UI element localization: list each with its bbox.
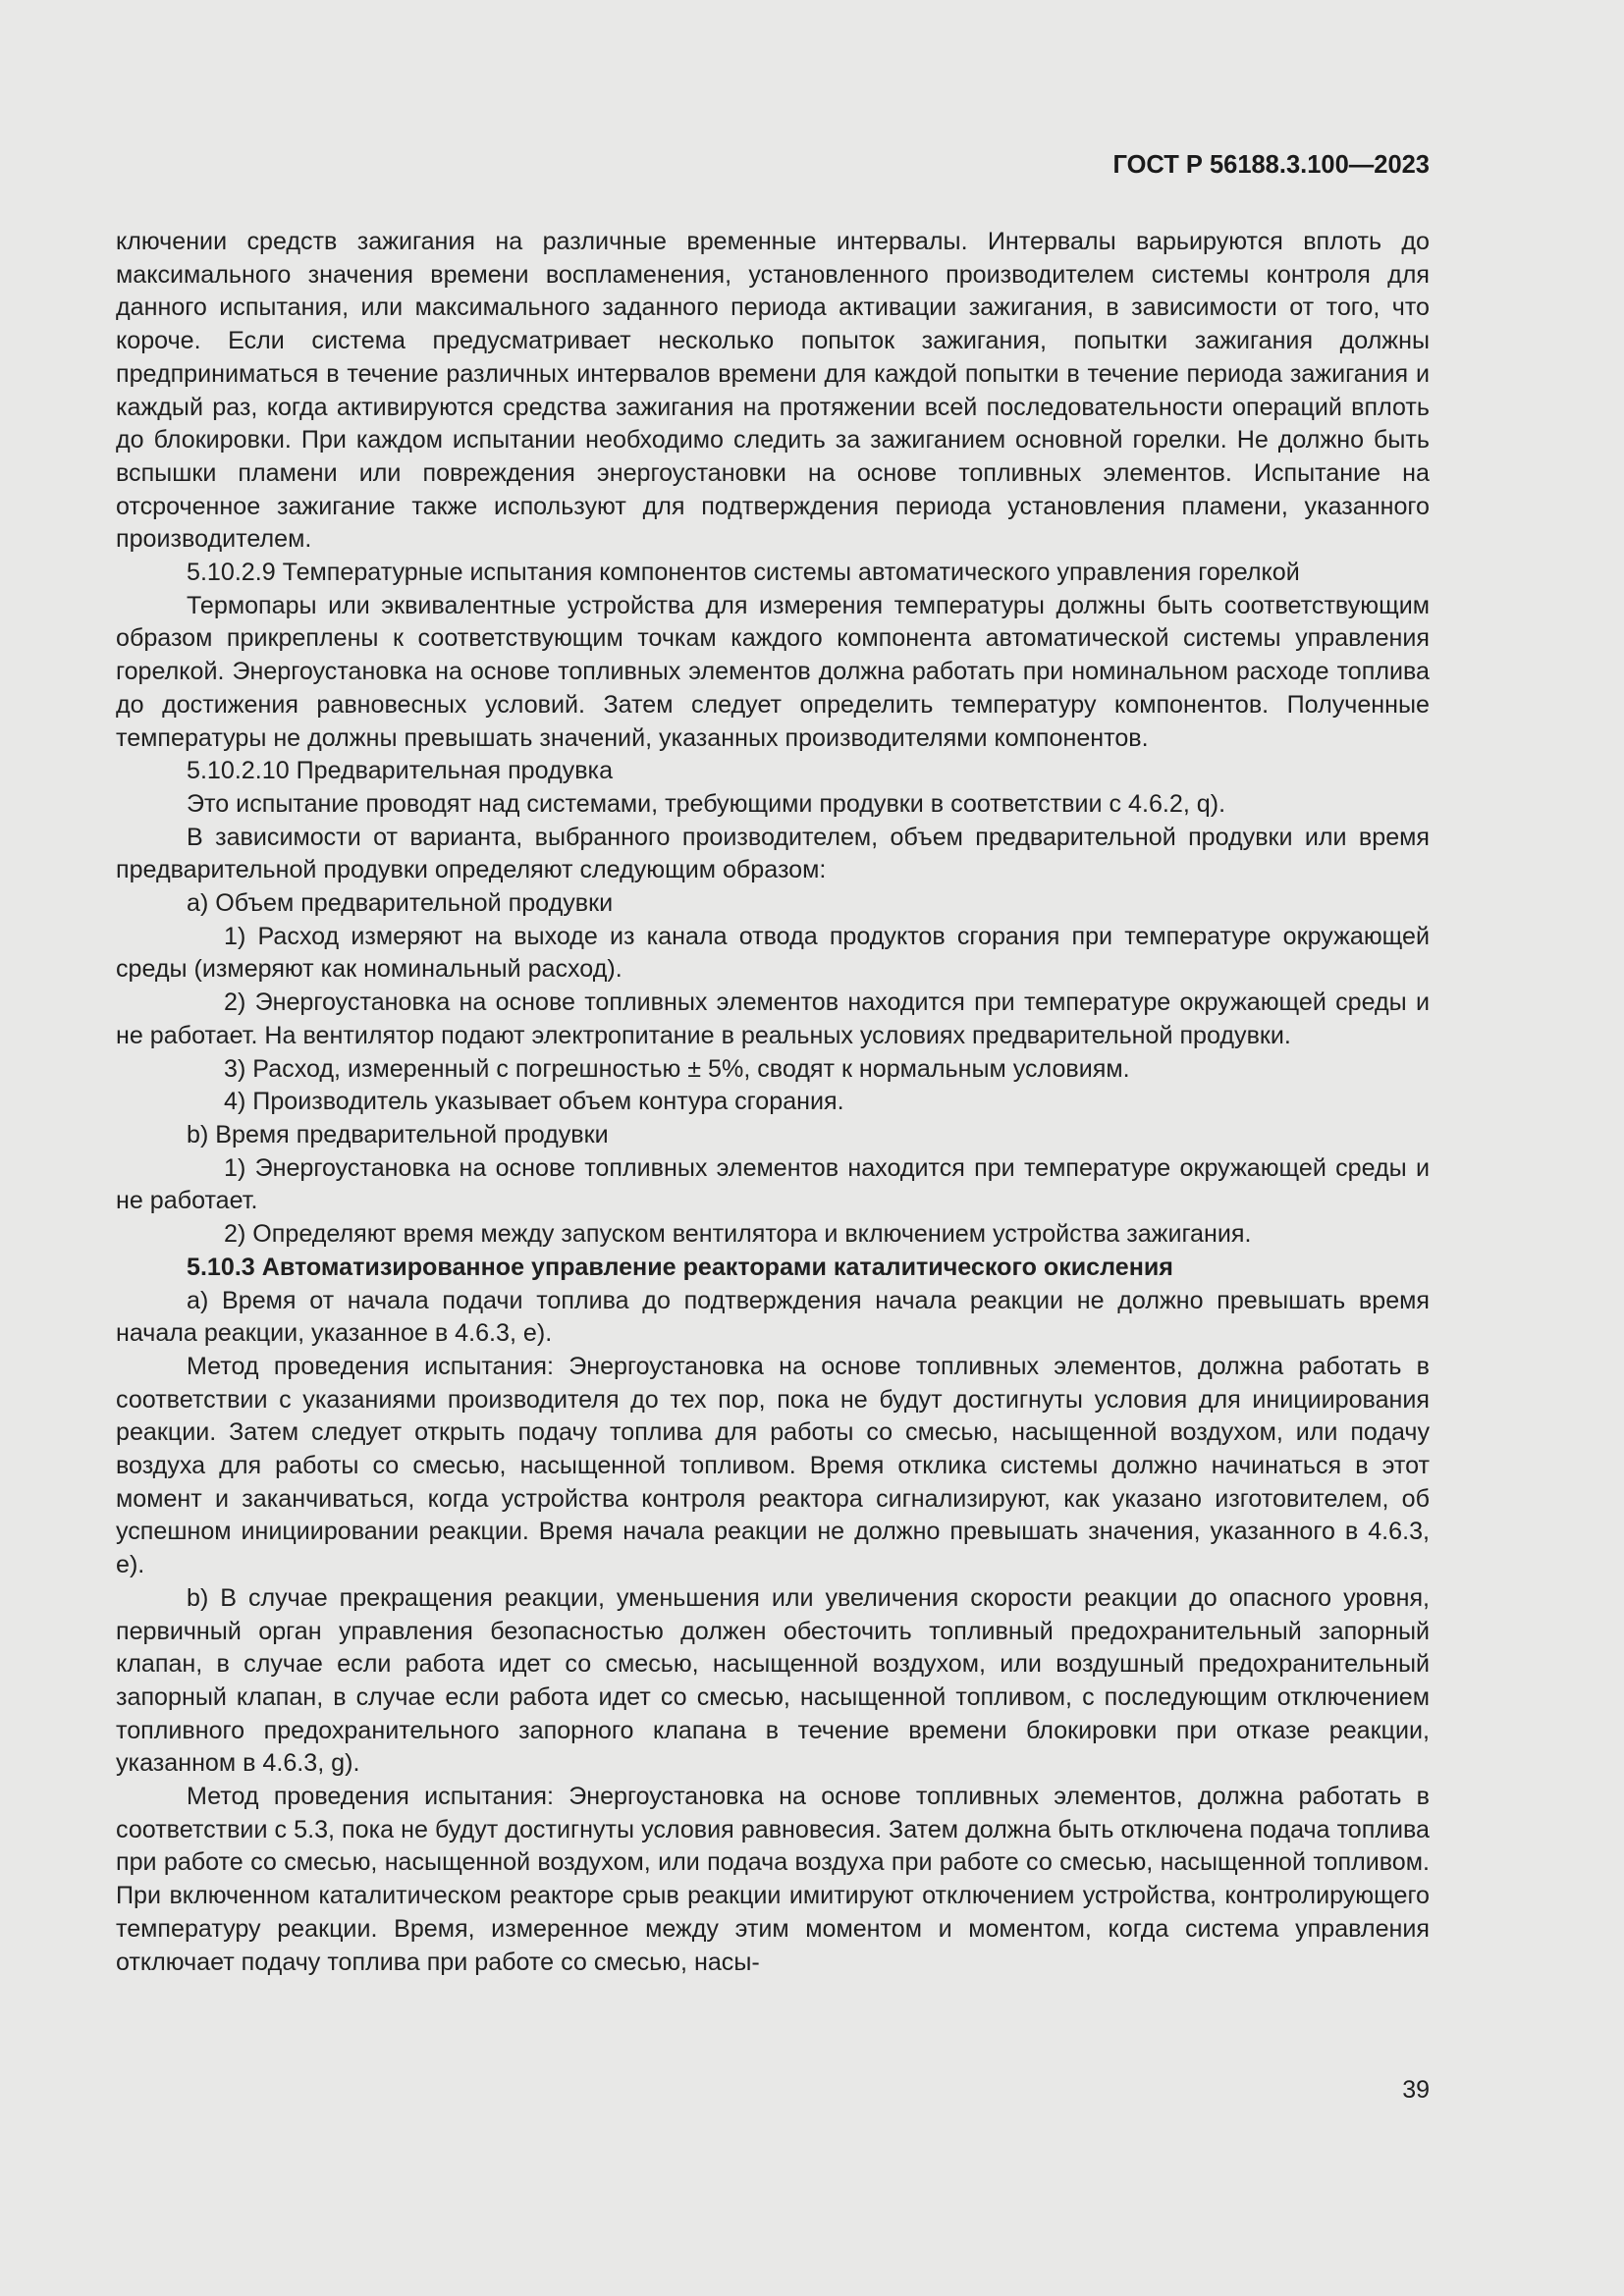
page-number: 39	[1402, 2076, 1430, 2104]
list-item: b) Время предварительной продувки	[187, 1120, 609, 1148]
list-item: 1) Расход измеряют на выходе из канала отвода продуктов сгорания при температуре окружающей среды (измеряют как номинальный расход).	[116, 922, 1430, 984]
section-heading-bold: 5.10.3 Автоматизированное управление реакторами каталитического окисления	[187, 1253, 1173, 1281]
list-item: 1) Энергоустановка на основе топливных элементов находится при температуре окружающей среды и не работает.	[116, 1153, 1430, 1215]
paragraph: В зависимости от варианта, выбранного производителем, объем предварительной продувки или время предварительной продувки определяют следующим образом:	[116, 823, 1430, 884]
list-item: 4) Производитель указывает объем контура сгорания.	[224, 1088, 844, 1116]
paragraph: b) В случае прекращения реакции, уменьшения или увеличения скорости реакции до опасного уровня, первичный орган управления безопасностью должен обесточить топливный предохранительный запорный клапан, в случае если работа идет со смесью, насыщенной воздухом, или воздушный предохранительный запорный клапан, в случае если работа идет со смесью, насыщенной топливом, с последующим отключением топливного предохранительного запорного клапана в течение времени блокировки при отказе реакции, указанном в 4.6.3, g).	[116, 1583, 1430, 1778]
section-heading: 5.10.2.10 Предварительная продувка	[187, 757, 614, 785]
paragraph: ключении средств зажигания на различные временные интервалы. Интервалы варьируются вплоть до максимального значения времени воспламенения, установленного производителем системы контроля для данного испытания, или максимального заданного периода активации зажигания, в зависимости от того, что короче. Если система предусматривает несколько попыток зажигания, попытки зажигания должны предприниматься в течение различных интервалов времени для каждой попытки в течение периода зажигания и каждый раз, когда активируются средства зажигания на протяжении всей последовательности операций вплоть до блокировки. При каждом испытании необходимо следить за зажиганием основной горелки. Не должно быть вспышки пламени или повреждения энергоустановки на основе топливных элементов. Испытание на отсроченное зажигание также используют для подтверждения периода установления пламени, указанного производителем.	[116, 228, 1430, 554]
document-header: ГОСТ Р 56188.3.100—2023	[1112, 151, 1430, 179]
paragraph: Метод проведения испытания: Энергоустановка на основе топливных элементов, должна работать в соответствии с 5.3, пока не будут достигнуты условия равновесия. Затем должна быть отключена подача топлива при работе со смесью, насыщенной воздухом, или подача воздуха при работе со смесью, насыщенной топливом. При включенном каталитическом реакторе срыв реакции имитируют отключением устройства, контролирующего температуру реакции. Время, измеренное между этим моментом и моментом, когда система управления отключает подачу топлива при работе со смесью, насы-	[116, 1783, 1430, 1976]
document-body	[116, 226, 1430, 1979]
list-item: 2) Энергоустановка на основе топливных элементов находится при температуре окружающей среды и не работает. На вентилятор подают электропитание в реальных условиях предварительной продувки.	[116, 988, 1430, 1049]
list-item: 2) Определяют время между запуском вентилятора и включением устройства зажигания.	[224, 1220, 1252, 1249]
paragraph: Термопары или эквивалентные устройства для измерения температуры должны быть соответствующим образом прикреплены к соответствующим точкам каждого компонента автоматической системы управления горелкой. Энергоустановка на основе топливных элементов должна работать при номинальном расходе топлива до достижения равновесных условий. Затем следует определить температуру компонентов. Полученные температуры не должны превышать значений, указанных производителями компонентов.	[116, 591, 1430, 752]
section-heading: 5.10.2.9 Температурные испытания компонентов системы автоматического управления горелкой	[187, 559, 1300, 587]
list-item: 3) Расход, измеренный с погрешностью ± 5%, сводят к нормальным условиям.	[224, 1054, 1130, 1083]
paragraph: Метод проведения испытания: Энергоустановка на основе топливных элементов, должна работать в соответствии с указаниями производителя до тех пор, пока не будут достигнуты условия для инициирования реакции. Затем следует открыть подачу топлива для работы со смесью, насыщенной воздухом, или подачу воздуха для работы со смесью, насыщенной топливом. Время отклика системы должно начинаться в этот момент и заканчиваться, когда устройства контроля реактора сигнализируют, как указано изготовителем, об успешном инициировании реакции. Время начала реакции не должно превышать значения, указанного в 4.6.3, e).	[116, 1352, 1430, 1579]
paragraph: Это испытание проводят над системами, требующими продувки в соответствии с 4.6.2, q).	[187, 789, 1226, 818]
list-item: a) Объем предварительной продувки	[187, 889, 614, 918]
paragraph: a) Время от начала подачи топлива до подтверждения начала реакции не должно превышать время начала реакции, указанное в 4.6.3, e).	[116, 1286, 1430, 1348]
